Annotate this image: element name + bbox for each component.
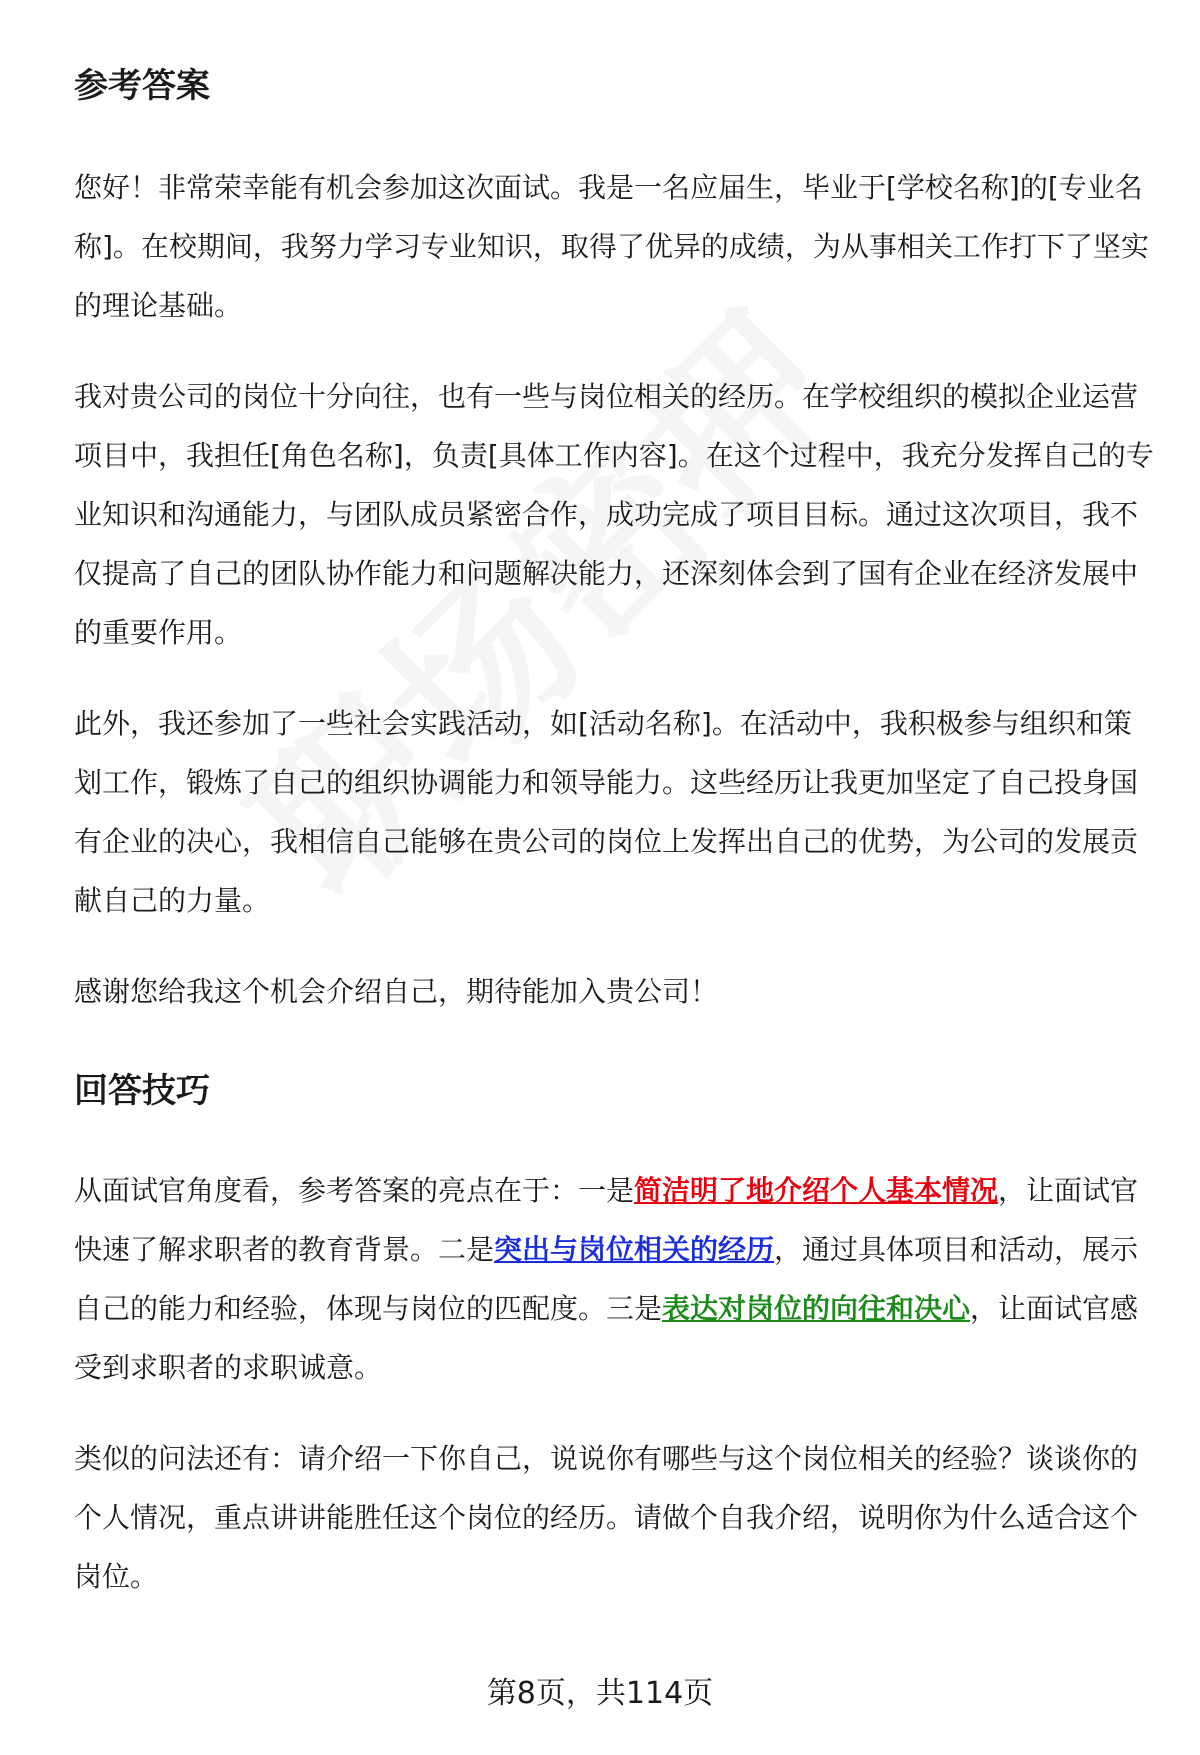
- section-title-answer-tips: 回答技巧: [74, 1071, 210, 1111]
- highlight-blue: 突出与岗位相关的经历: [494, 1233, 775, 1266]
- tips-paragraph: [74, 1161, 1154, 1397]
- answer-paragraph: 感谢您给我这个机会介绍自己，期待能加入贵公司！: [74, 975, 719, 1008]
- page-number: 第8页，共114页: [486, 1676, 714, 1711]
- section-title-reference-answer: 参考答案: [74, 66, 210, 106]
- tips-text: ，让面试官快速了解求职者的教育背景。二是: [74, 1174, 1139, 1266]
- tips-text: ，通过具体项目和活动，展示自己的能力和经验，体现与岗位的匹配度。三是: [74, 1233, 1139, 1325]
- tips-text: ，让面试官感受到求职者的求职诚意。: [74, 1292, 1139, 1384]
- highlight-green: 表达对岗位的向往和决心: [662, 1292, 971, 1325]
- answer-paragraph: 此外，我还参加了一些社会实践活动，如[活动名称]。在活动中，我积极参与组织和策划工作，锻炼了自己的组织协调能力和领导能力。这些经历让我更加坚定了自己投身国有企业的决心，我相信自己能够在贵公司的岗位上发挥出自己的优势，为公司的发展贡献自己的力量。: [74, 707, 1139, 917]
- answer-paragraph: 我对贵公司的岗位十分向往，也有一些与岗位相关的经历。在学校组织的模拟企业运营项目中，我担任[角色名称]，负责[具体工作内容]。在这个过程中，我充分发挥自己的专业知识和沟通能力，与团队成员紧密合作，成功完成了项目目标。通过这次项目，我不仅提高了自己的团队协作能力和问题解决能力，还深刻体会到了国有企业在经济发展中的重要作用。: [74, 380, 1154, 649]
- document-page: [74, 64, 1154, 1606]
- answer-paragraph: 您好！非常荣幸能有机会参加这次面试。我是一名应届生，毕业于[学校名称]的[专业名称]。在校期间，我努力学习专业知识，取得了优异的成绩，为从事相关工作打下了坚实的理论基础。: [74, 171, 1149, 322]
- highlight-red: 简洁明了地介绍个人基本情况: [634, 1174, 999, 1207]
- tips-text: 从面试官角度看，参考答案的亮点在于：一是: [74, 1174, 635, 1207]
- similar-questions-paragraph: 类似的问法还有：请介绍一下你自己，说说你有哪些与这个岗位相关的经验？谈谈你的个人情况，重点讲讲能胜任这个岗位的经历。请做个自我介绍，说明你为什么适合这个岗位。: [74, 1442, 1139, 1593]
